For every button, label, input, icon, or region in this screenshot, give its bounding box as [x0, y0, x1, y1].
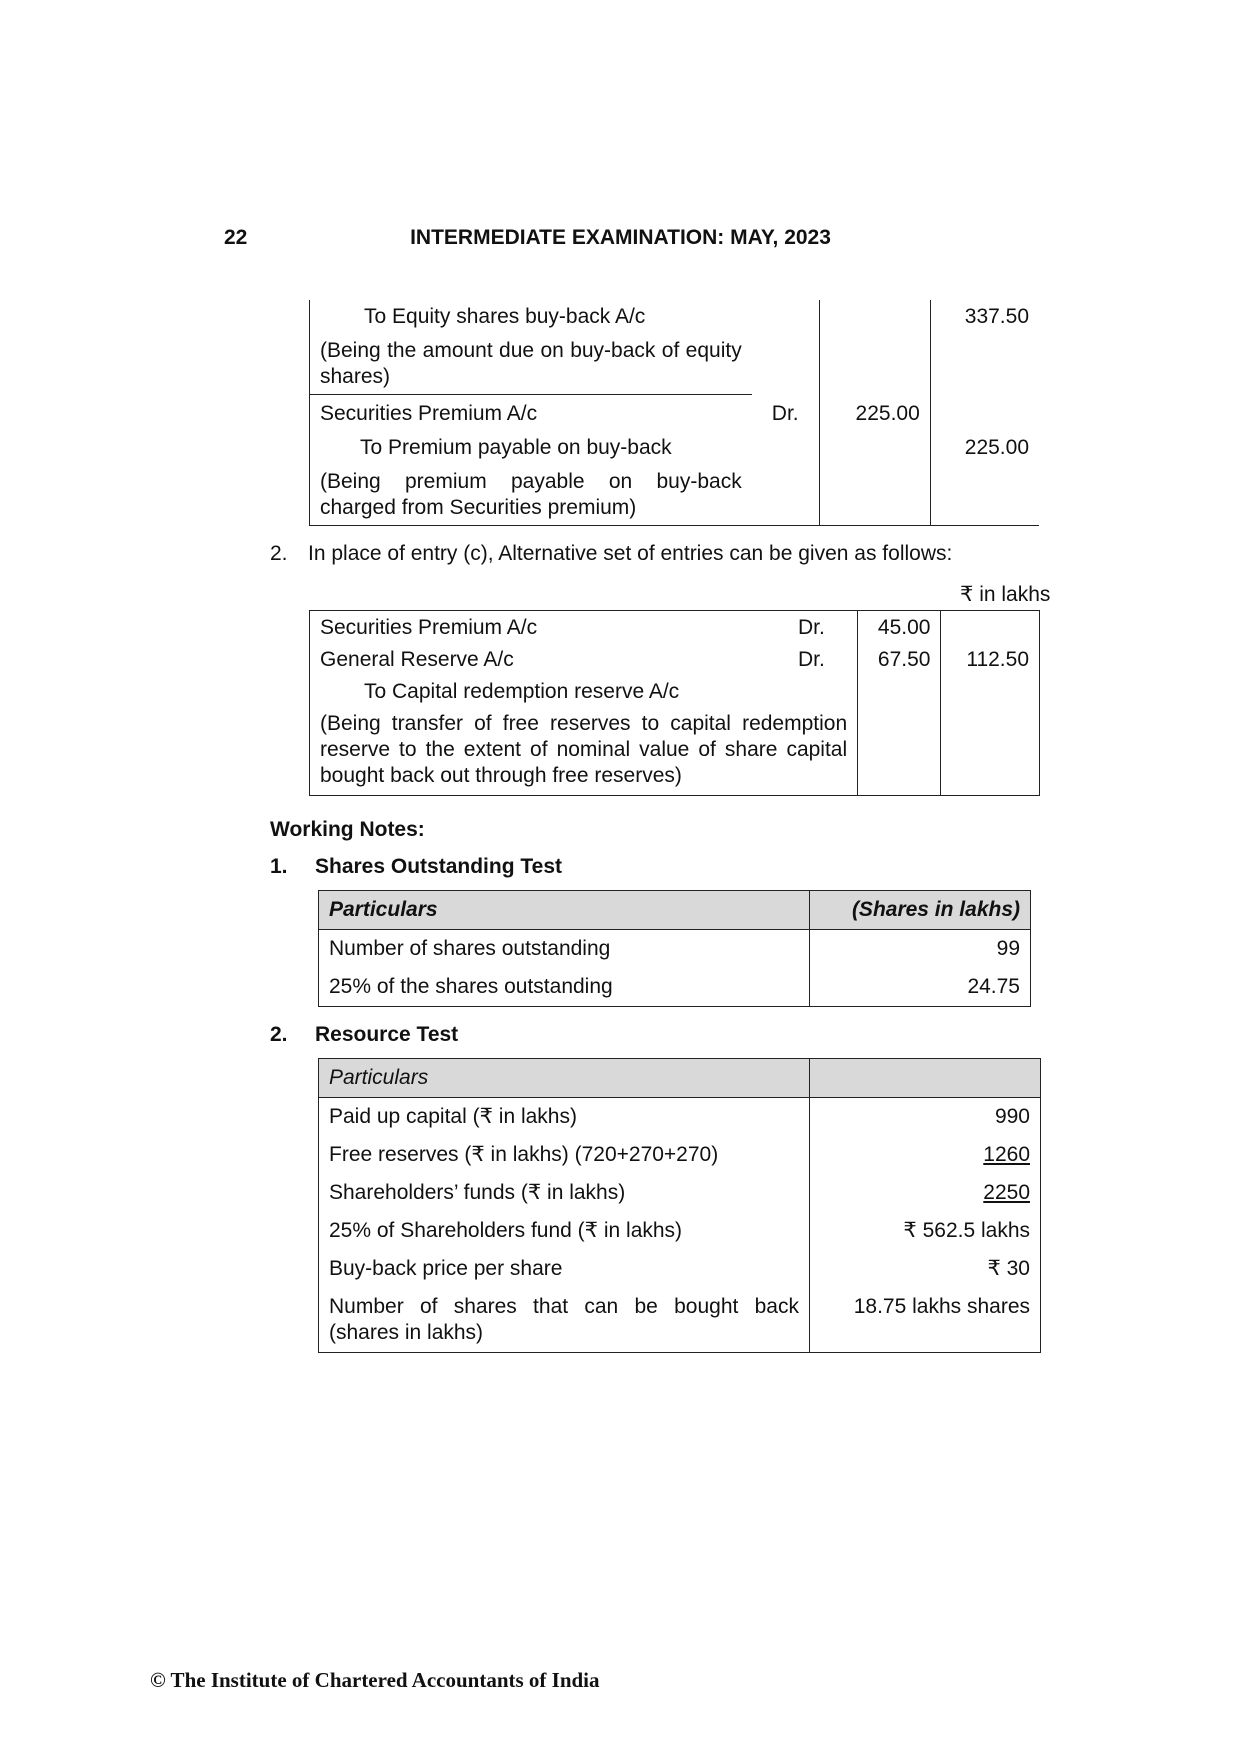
section-title: Resource Test — [315, 1023, 459, 1046]
table-row — [310, 427, 1040, 461]
row-value: 1260 — [983, 1143, 1030, 1166]
narration-cell: (Being premium payable on buy-back charged from Securities premium) — [310, 461, 752, 526]
credit-cell — [930, 395, 1039, 428]
particulars-cell: To Capital redemption reserve A/c — [364, 680, 680, 703]
table-row — [310, 300, 1040, 330]
row-value: ₹ 562.5 lakhs — [810, 1212, 1041, 1250]
row-value-cell — [810, 1136, 1041, 1174]
credit-cell — [941, 673, 1040, 705]
row-label: Shareholders’ funds (₹ in lakhs) — [329, 1181, 626, 1204]
credit-cell — [941, 611, 1040, 642]
table-row — [319, 1250, 1041, 1288]
debit-cell: 45.00 — [858, 611, 941, 642]
particulars-cell: Securities Premium A/c — [310, 395, 752, 428]
table-row — [310, 673, 1040, 705]
credit-cell: 337.50 — [964, 305, 1029, 328]
row-value: 2250 — [983, 1181, 1030, 1204]
column-header: Particulars — [319, 891, 810, 930]
dr-cell — [752, 330, 819, 395]
row-label: Paid up capital (₹ in lakhs) — [329, 1105, 577, 1128]
debit-cell — [819, 300, 930, 330]
table-row — [319, 930, 1031, 969]
row-value: 24.75 — [810, 968, 1031, 1007]
running-head: INTERMEDIATE EXAMINATION: MAY, 2023 — [410, 226, 831, 249]
row-label: Number of shares that can be bought back (shares in lakhs) — [329, 1295, 799, 1344]
table-row — [310, 705, 1040, 796]
table-row — [310, 330, 1040, 395]
journal-table-continued — [309, 300, 1039, 526]
page-number: 22 — [224, 226, 248, 249]
row-value-cell — [810, 1174, 1041, 1212]
note-text: In place of entry (c), Alternative set of entries can be given as follows: — [308, 542, 953, 565]
dr-cell — [752, 300, 819, 330]
column-header: Particulars — [319, 1059, 810, 1098]
particulars-cell: General Reserve A/c — [320, 648, 514, 671]
alternative-journal-table — [309, 610, 1040, 796]
particulars-cell: Securities Premium A/c — [320, 616, 538, 639]
dr-cell — [752, 427, 819, 461]
credit-cell: 112.50 — [966, 648, 1029, 671]
debit-cell: 225.00 — [819, 395, 930, 428]
debit-cell — [819, 461, 930, 526]
table-row — [310, 641, 1040, 673]
narration-cell: (Being the amount due on buy-back of equity shares) — [310, 330, 752, 395]
resource-test-heading — [270, 1023, 458, 1047]
working-notes-title: Working Notes: — [270, 818, 425, 841]
credit-cell: 225.00 — [964, 436, 1029, 459]
row-label: 25% of the shares outstanding — [329, 975, 613, 998]
column-header — [810, 1059, 1041, 1098]
table-row — [319, 1288, 1041, 1353]
note-number: 2. — [270, 542, 288, 565]
narration-cell: (Being transfer of free reserves to capital redemption reserve to the extent of nominal value of share capital bought back out through free reserves) — [320, 712, 848, 787]
debit-cell — [819, 330, 930, 395]
table-row — [319, 1212, 1041, 1250]
section-number: 1. — [270, 855, 288, 878]
table-row — [319, 1098, 1041, 1137]
table-row — [310, 461, 1040, 526]
header-row — [319, 891, 1031, 930]
header-row — [319, 1059, 1041, 1098]
table-row — [319, 968, 1031, 1007]
resource-test-table — [318, 1058, 1041, 1353]
credit-cell — [930, 330, 1039, 395]
debit-cell — [819, 427, 930, 461]
column-header: (Shares in lakhs) — [810, 891, 1031, 930]
particulars-cell: To Premium payable on buy-back — [310, 427, 752, 461]
table-row — [310, 395, 1040, 428]
section-number: 2. — [270, 1023, 288, 1046]
dr-cell — [798, 673, 858, 705]
table-row — [319, 1174, 1041, 1212]
debit-cell — [858, 705, 941, 796]
credit-cell — [941, 705, 1040, 796]
row-value: ₹ 30 — [810, 1250, 1041, 1288]
dr-cell — [752, 461, 819, 526]
row-label: Number of shares outstanding — [329, 937, 611, 960]
credit-cell — [930, 461, 1039, 526]
unit-label: ₹ in lakhs — [960, 583, 1051, 606]
dr-cell: Dr. — [752, 395, 819, 428]
row-value: 18.75 lakhs shares — [810, 1288, 1041, 1353]
row-label: Free reserves (₹ in lakhs) (720+270+270) — [329, 1143, 719, 1166]
debit-cell — [858, 673, 941, 705]
copyright-footer: © The Institute of Chartered Accountants of India — [150, 1668, 600, 1692]
row-value: 990 — [810, 1098, 1041, 1137]
debit-cell: 67.50 — [858, 641, 941, 673]
row-value: 99 — [810, 930, 1031, 969]
alternative-entries-note — [270, 542, 952, 566]
dr-cell: Dr. — [797, 616, 825, 639]
table-row — [319, 1136, 1041, 1174]
section-title: Shares Outstanding Test — [315, 855, 562, 878]
dr-cell: Dr. — [797, 648, 825, 671]
shares-test-heading — [270, 855, 562, 879]
table-row — [310, 611, 1040, 642]
row-label: 25% of Shareholders fund (₹ in lakhs) — [329, 1219, 683, 1242]
row-label: Buy-back price per share — [329, 1257, 563, 1280]
particulars-cell: To Equity shares buy-back A/c — [310, 300, 752, 330]
shares-outstanding-table — [318, 890, 1031, 1007]
